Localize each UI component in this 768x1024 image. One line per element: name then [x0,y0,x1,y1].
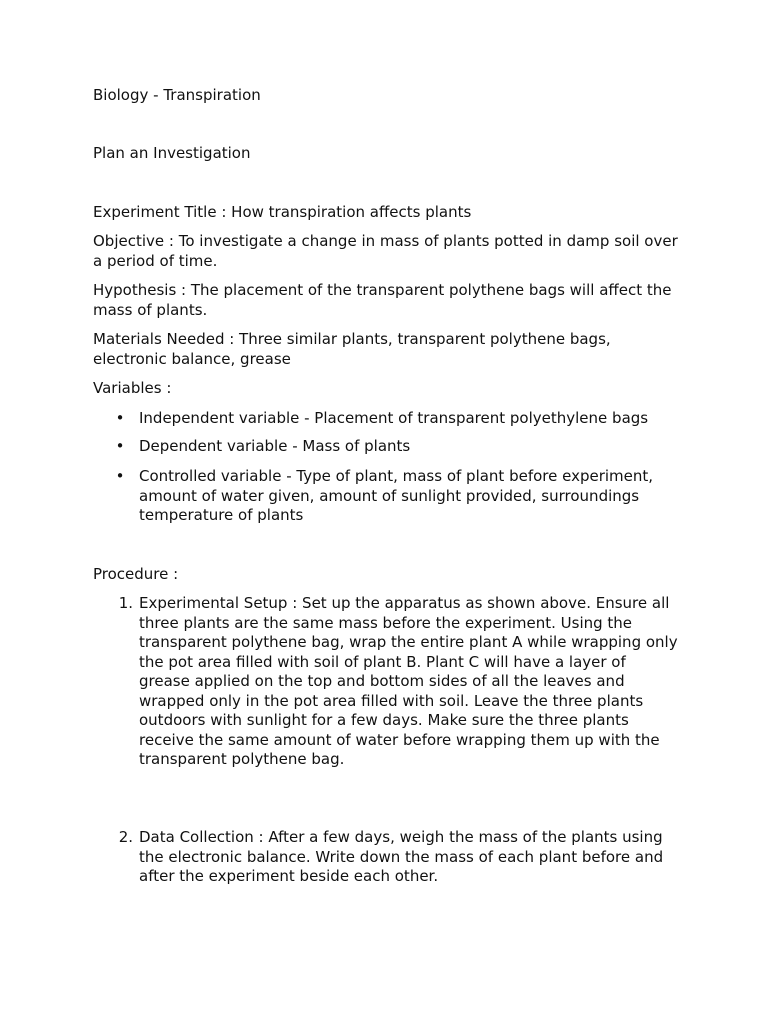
bullet-marker: • [115,409,125,427]
materials-paragraph: Materials Needed : Three similar plants, transparent polythene bags, electronic balance, grease [93,330,611,368]
experiment-title: Experiment Title : How transpiration affects plants [93,203,472,221]
list-number: 2. [118,828,133,846]
experimental-setup-text: Experimental Setup : Set up the apparatus as shown above. Ensure all three plants are the same mass before the experiment. Using the transparent polythene bag, wrap the entire plant A while wrapping only the pot area filled with soil of plant B. Plant C will have a layer of grease applied on the top and bottom sides of all the leaves and wrapped only in the pot area filled with soil. Leave the three plants outdoors with sunlight for a few days. Make sure the three plants receive the same amount of water before wrapping them up with the transparent polythene bag. [139,594,678,768]
procedure-label: Procedure : [93,565,179,583]
bullet-marker: • [115,437,125,455]
variables-label: Variables : [93,379,172,397]
bullet-marker: • [115,467,125,485]
data-collection-text: Data Collection : After a few days, weigh the mass of the plants using the electronic balance. Write down the mass of each plant before and after the experiment beside each other. [139,828,664,885]
hypothesis-paragraph: Hypothesis : The placement of the transparent polythene bags will affect the mass of plants. [93,281,672,319]
controlled-variable-text: Controlled variable - Type of plant, mass of plant before experiment, amount of water given, amount of sunlight provided, surroundings temperature of plants [139,467,654,524]
dependent-variable-text: Dependent variable - Mass of plants [139,437,411,455]
objective-paragraph: Objective : To investigate a change in mass of plants potted in damp soil over a period of time. [93,232,678,270]
subject-title: Biology - Transpiration [93,86,261,104]
independent-variable-text: Independent variable - Placement of transparent polyethylene bags [139,409,649,427]
list-number: 1. [118,594,133,612]
document-page [93,0,683,1024]
section-heading: Plan an Investigation [93,144,251,162]
